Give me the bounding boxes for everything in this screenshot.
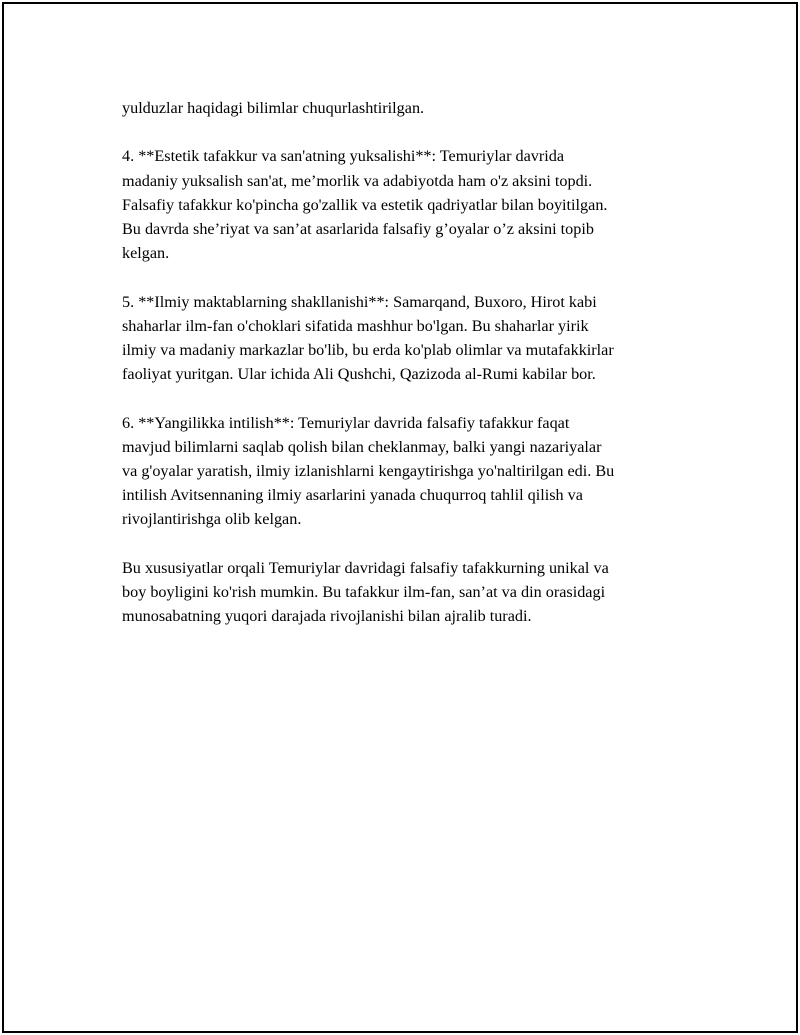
page-frame xyxy=(2,2,798,1033)
document-body xyxy=(122,96,692,653)
paragraph-continuation: yulduzlar haqidagi bilimlar chuqurlashtirilgan. xyxy=(122,99,425,117)
paragraph-aesthetic-thought: 4. **Estetik tafakkur va san'atning yuksalishi**: Temuriylar davrida madaniy yuksalish san'at, me’morlik va adabiyotda ham o'z aksini topdi. Falsafiy tafakkur ko'pincha go'zallik va estetik qadriyatlar bilan boyitilgan. Bu davrda she’riyat va san’at asarlarida falsafiy g’oyalar o’z aksini topib kelgan. xyxy=(122,147,608,263)
paragraph-scientific-schools: 5. **Ilmiy maktablarning shakllanishi**: Samarqand, Buxoro, Hirot kabi shaharlar ilm-fan o'choklari sifatida mashhur bo'lgan. Bu shaharlar yirik ilmiy va madaniy markazlar bo'lib, bu erda ko'plab olimlar va mutafakkirlar faoliyat yuritgan. Ular ichida Ali Qushchi, Qazizoda al-Rumi kabilar bor. xyxy=(122,292,614,384)
paragraph-conclusion: Bu xususiyatlar orqali Temuriylar davridagi falsafiy tafakkurning unikal va boy boyligini ko'rish mumkin. Bu tafakkur ilm-fan, san’at va din orasidagi munosabatning yuqori darajada rivojlanishi bilan ajralib turadi. xyxy=(122,558,609,626)
paragraph-innovation: 6. **Yangilikka intilish**: Temuriylar davrida falsafiy tafakkur faqat mavjud bilimlarni saqlab qolish bilan cheklanmay, balki yangi nazariyalar va g'oyalar yaratish, ilmiy izlanishlarni kengaytirishga yo'naltirilgan edi. Bu intilish Avitsennaning ilmiy asarlarini yanada chuqurroq tahlil qilish va rivojlantirishga olib kelgan. xyxy=(122,413,615,529)
